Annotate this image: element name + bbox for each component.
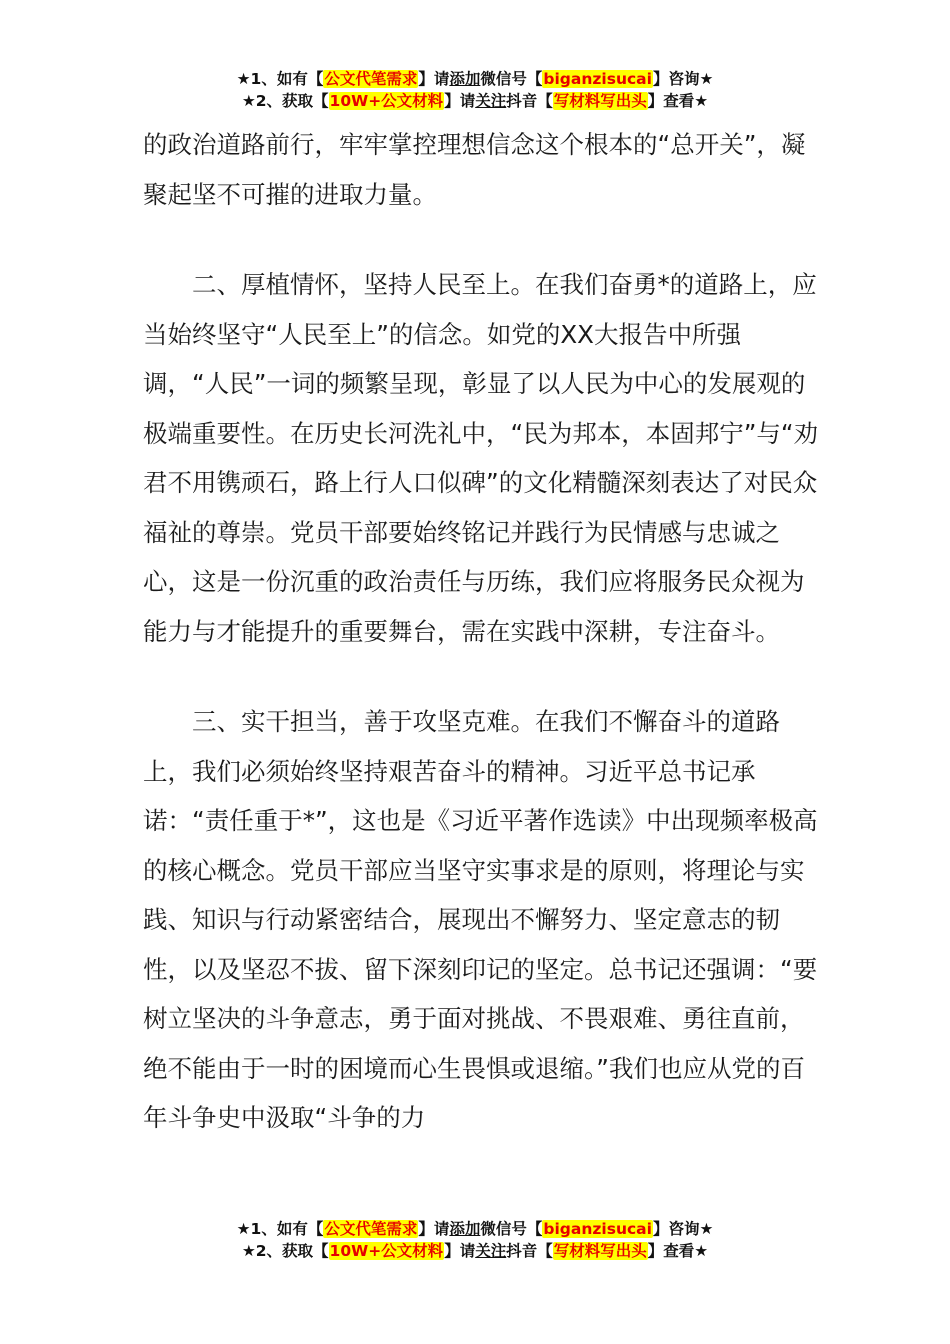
highlight-wechat-id: biganzisucai	[543, 1220, 652, 1238]
banner-text: 】请	[418, 1220, 450, 1238]
star-icon: ★	[241, 1242, 256, 1260]
banner-text: 微信号【	[480, 1220, 543, 1238]
highlight-ghostwriting: 公文代笔需求	[324, 1220, 418, 1238]
highlight-ghostwriting: 公文代笔需求	[324, 70, 418, 88]
banner-line-2	[0, 1240, 950, 1262]
star-icon: ★	[699, 70, 714, 88]
highlight-wechat-id: biganzisucai	[543, 70, 652, 88]
banner-text: 微信号【	[480, 70, 543, 88]
top-banner	[0, 68, 950, 112]
star-icon: ★	[236, 1220, 251, 1238]
banner-text: 】请	[418, 70, 450, 88]
banner-line-1	[0, 1218, 950, 1240]
banner-text: 抖音【	[506, 92, 553, 110]
paragraph-section-two: 二、厚植情怀，坚持人民至上。在我们奋勇*的道路上，应当始终坚守“人民至上”的信念。如党的XX大报告中所强调，“人民”一词的频繁呈现，彰显了以人民为中心的发展观的极端重要性。在历史长河洗礼中，“民为邦本，本固邦宁”与“劝君不用镌顽石，路上行人口似碑”的文化精髓深刻表达了对民众福祉的尊崇。党员干部要始终铭记并践行为民情感与忠诚之心，这是一份沉重的政治责任与历练，我们应将服务民众视为能力与才能提升的重要舞台，需在实践中深耕，专注奋斗。	[143, 270, 819, 646]
emphasis-follow: 关注	[475, 92, 507, 110]
banner-text: 】咨询	[652, 1220, 700, 1238]
star-icon: ★	[236, 70, 251, 88]
banner-line-1	[0, 68, 950, 90]
bottom-banner	[0, 1218, 950, 1262]
highlight-materials: 10W+公文材料	[329, 1242, 444, 1260]
highlight-materials: 10W+公文材料	[329, 92, 444, 110]
emphasis-follow: 关注	[475, 1242, 507, 1260]
star-icon: ★	[694, 92, 709, 110]
banner-text: 】查看	[647, 92, 695, 110]
star-icon: ★	[241, 92, 256, 110]
banner-text: 1、如有【	[250, 1220, 324, 1238]
banner-text: 1、如有【	[250, 70, 324, 88]
emphasis-add: 添加	[449, 70, 481, 88]
banner-text: 2、获取【	[255, 92, 329, 110]
banner-text: 】请	[444, 1242, 476, 1260]
emphasis-add: 添加	[449, 1220, 481, 1238]
document-body	[143, 120, 823, 1143]
paragraph-continuation: 的政治道路前行，牢牢掌控理想信念这个根本的“总开关”，凝聚起坚不可摧的进取力量。	[143, 130, 806, 209]
paragraph-section-three: 三、实干担当，善于攻坚克难。在我们不懈奋斗的道路上，我们必须始终坚持艰苦奋斗的精神。习近平总书记承诺：“责任重于*”，这也是《习近平著作选读》中出现频率极高的核心概念。党员干部应当坚守实事求是的原则，将理论与实践、知识与行动紧密结合，展现出不懈努力、坚定意志的韧性，以及坚忍不拔、留下深刻印记的坚定。总书记还强调：“要树立坚决的斗争意志，勇于面对挑战、不畏艰难、勇往直前，绝不能由于一时的困境而心生畏惧或退缩。”我们也应从党的百年斗争史中汲取“斗争的力	[143, 707, 818, 1132]
banner-text: 2、获取【	[255, 1242, 329, 1260]
banner-text: 】请	[444, 92, 476, 110]
star-icon: ★	[699, 1220, 714, 1238]
banner-line-2	[0, 90, 950, 112]
star-icon: ★	[694, 1242, 709, 1260]
highlight-douyin-account: 写材料写出头	[553, 92, 647, 110]
banner-text: 】查看	[647, 1242, 695, 1260]
banner-text: 】咨询	[652, 70, 700, 88]
banner-text: 抖音【	[506, 1242, 553, 1260]
highlight-douyin-account: 写材料写出头	[553, 1242, 647, 1260]
